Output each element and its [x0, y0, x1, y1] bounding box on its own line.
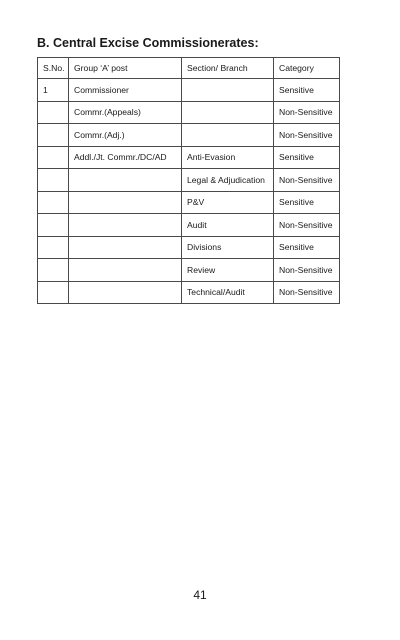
table-header-row — [38, 58, 340, 79]
table-row — [38, 191, 340, 214]
cell-category: Sensitive — [274, 236, 340, 259]
commissionerates-table — [37, 57, 340, 304]
cell-post — [69, 169, 182, 192]
cell-sno — [38, 259, 69, 282]
cell-sno — [38, 214, 69, 237]
cell-post: Commr.(Adj.) — [69, 124, 182, 147]
cell-section: Anti-Evasion — [182, 146, 274, 169]
table-row — [38, 146, 340, 169]
cell-post — [69, 214, 182, 237]
cell-section: Legal & Adjudication — [182, 169, 274, 192]
table-row — [38, 236, 340, 259]
header-category: Category — [274, 58, 340, 79]
cell-sno: 1 — [38, 79, 69, 102]
cell-sno — [38, 146, 69, 169]
cell-category: Non-Sensitive — [274, 101, 340, 124]
cell-category: Sensitive — [274, 79, 340, 102]
cell-post — [69, 281, 182, 304]
table-row — [38, 169, 340, 192]
cell-section: P&V — [182, 191, 274, 214]
table-row — [38, 79, 340, 102]
cell-post: Commissioner — [69, 79, 182, 102]
cell-post: Commr.(Appeals) — [69, 101, 182, 124]
cell-category: Non-Sensitive — [274, 214, 340, 237]
cell-section — [182, 124, 274, 147]
cell-sno — [38, 101, 69, 124]
header-sno: S.No. — [38, 58, 69, 79]
header-group-a-post: Group ‘A’ post — [69, 58, 182, 79]
cell-section: Technical/Audit — [182, 281, 274, 304]
table-row — [38, 124, 340, 147]
cell-post: Addl./Jt. Commr./DC/AD — [69, 146, 182, 169]
cell-sno — [38, 169, 69, 192]
section-heading: B. Central Excise Commissionerates: — [37, 36, 259, 50]
table-row — [38, 101, 340, 124]
cell-post — [69, 191, 182, 214]
cell-category: Non-Sensitive — [274, 169, 340, 192]
cell-sno — [38, 191, 69, 214]
cell-category: Non-Sensitive — [274, 124, 340, 147]
cell-sno — [38, 236, 69, 259]
cell-category: Non-Sensitive — [274, 259, 340, 282]
cell-post — [69, 259, 182, 282]
cell-section — [182, 79, 274, 102]
cell-section: Audit — [182, 214, 274, 237]
table-row — [38, 281, 340, 304]
header-section-branch: Section/ Branch — [182, 58, 274, 79]
cell-post — [69, 236, 182, 259]
cell-section — [182, 101, 274, 124]
table-row — [38, 259, 340, 282]
cell-section: Divisions — [182, 236, 274, 259]
cell-section: Review — [182, 259, 274, 282]
cell-category: Sensitive — [274, 191, 340, 214]
cell-category: Sensitive — [274, 146, 340, 169]
cell-category: Non-Sensitive — [274, 281, 340, 304]
table-row — [38, 214, 340, 237]
cell-sno — [38, 281, 69, 304]
cell-sno — [38, 124, 69, 147]
page-number: 41 — [193, 588, 207, 602]
